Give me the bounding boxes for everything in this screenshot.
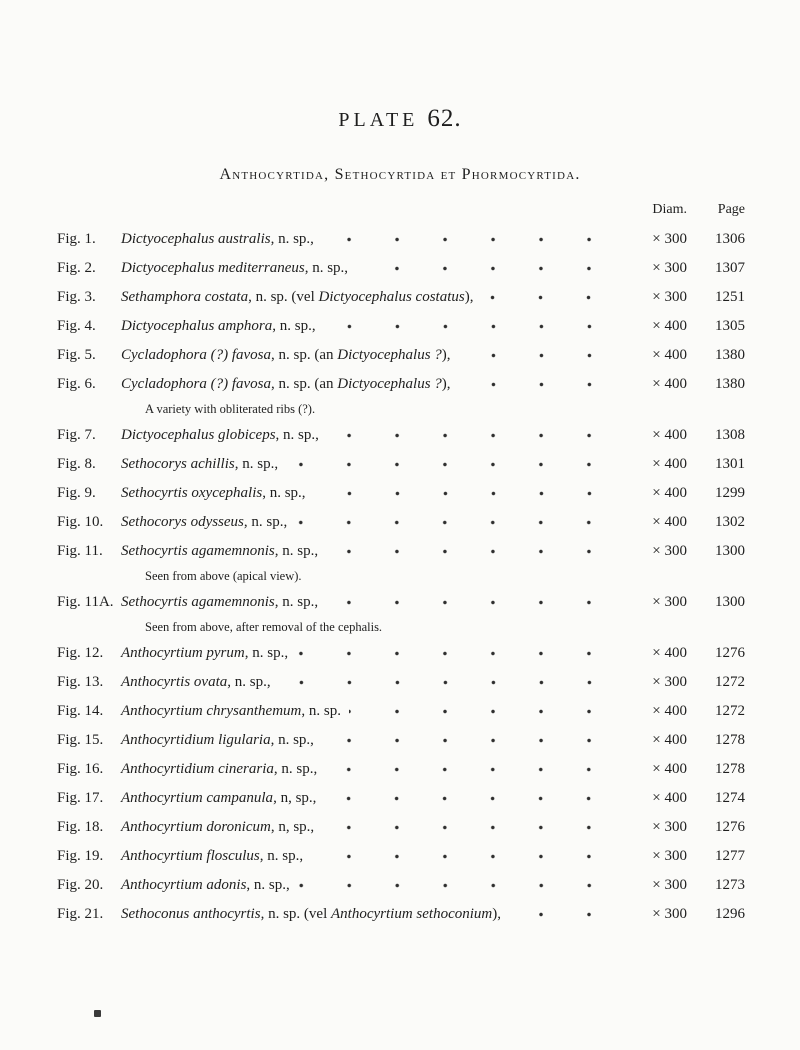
dot-leader	[311, 842, 613, 871]
species-name-roman: , n. sp.,	[274, 594, 319, 610]
diam-value: × 400	[652, 790, 687, 806]
species-title	[121, 761, 317, 778]
table-row	[0, 842, 800, 871]
species-title	[121, 732, 314, 749]
species-name-roman: ),	[492, 906, 501, 922]
diam-column-header: Diam.	[652, 202, 687, 217]
species-name-roman: , n. sp. (an	[270, 376, 338, 392]
dot-leader	[326, 537, 613, 566]
species-title	[121, 376, 451, 393]
table-row	[0, 283, 800, 312]
page-number: 1299	[715, 485, 745, 501]
species-name-roman: , n, sp.,	[273, 790, 317, 806]
diam-value: × 400	[652, 376, 687, 392]
page-number: 1278	[715, 761, 745, 777]
figure-label: Fig. 5.	[57, 347, 96, 363]
table-row	[0, 370, 800, 399]
figure-label: Fig. 12.	[57, 645, 104, 661]
table-row	[0, 450, 800, 479]
dot-leader	[324, 312, 613, 341]
dot-leader	[322, 813, 613, 842]
diam-value: × 400	[652, 485, 687, 501]
table-row	[0, 813, 800, 842]
dot-leader	[322, 726, 613, 755]
species-name-roman: , n. sp.,	[272, 318, 316, 334]
species-name-roman: , n. sp.,	[270, 231, 314, 247]
species-title	[121, 260, 348, 277]
diam-value: × 300	[652, 877, 687, 893]
species-name-roman: , n. sp.	[301, 703, 341, 719]
species-title	[121, 318, 316, 335]
figure-label: Fig. 9.	[57, 485, 96, 501]
table-row	[0, 755, 800, 784]
diam-value: × 300	[652, 289, 687, 305]
page-number: 1251	[715, 289, 745, 305]
species-title	[121, 231, 314, 248]
dot-leader	[509, 900, 613, 929]
table-row	[0, 479, 800, 508]
figure-label: Fig. 14.	[57, 703, 104, 719]
table-row	[0, 254, 800, 283]
species-title	[121, 645, 288, 662]
species-name-italic: Sethocyrtis agamemnonis	[121, 594, 275, 610]
page-number: 1301	[715, 456, 745, 472]
page-number: 1273	[715, 877, 745, 893]
figure-label: Fig. 10.	[57, 514, 104, 530]
species-name-italic: Anthocyrtium adonis	[121, 877, 247, 893]
species-name-roman: ),	[441, 347, 451, 363]
species-name-italic: Anthocyrtis ovata	[121, 674, 228, 690]
page-number: 1305	[715, 318, 745, 334]
species-name-italic: Sethoconus anthocyrtis	[121, 906, 261, 922]
species-title	[121, 790, 316, 807]
dot-leader	[298, 871, 613, 900]
table-row	[0, 508, 800, 537]
dot-leader	[326, 588, 613, 617]
species-name-roman: , n. sp.,	[243, 514, 288, 530]
species-name-italic: Sethocyrtis agamemnonis	[121, 543, 275, 559]
table-row	[0, 421, 800, 450]
diam-value: × 300	[652, 594, 687, 610]
species-title	[121, 594, 318, 611]
figure-label: Fig. 4.	[57, 318, 96, 334]
species-name-roman: , n. sp.,	[275, 427, 319, 443]
figure-label: Fig. 6.	[57, 376, 96, 392]
page-number: 1380	[715, 347, 745, 363]
species-name-italic: Dictyocephalus amphora	[121, 318, 273, 334]
figure-note: Seen from above (apical view).	[145, 569, 302, 583]
plate-title	[0, 106, 800, 133]
species-name-roman: , n. sp.,	[259, 848, 304, 864]
diam-value: × 400	[652, 645, 687, 661]
species-name-italic: Cycladophora (?) favosa	[121, 376, 271, 392]
species-name-roman: , n. sp.,	[274, 543, 319, 559]
species-name-italic: Dictyocephalus mediterraneus	[121, 260, 305, 276]
table-row	[0, 871, 800, 900]
page-number: 1380	[715, 376, 745, 392]
page-number: 1300	[715, 543, 745, 559]
dot-leader	[279, 668, 613, 697]
species-title	[121, 543, 318, 560]
figure-label: Fig. 7.	[57, 427, 96, 443]
table-row	[0, 341, 800, 370]
species-name-italic: Dictyocephalus ?	[337, 347, 442, 363]
figure-label: Fig. 3.	[57, 289, 96, 305]
page-column-header: Page	[717, 202, 745, 217]
species-name-italic: Cycladophora (?) favosa	[121, 347, 271, 363]
diam-value: × 400	[652, 318, 687, 334]
species-name-italic: Dictyocephalus ?	[337, 376, 442, 392]
species-title	[121, 485, 306, 502]
page-number: 1300	[715, 594, 745, 610]
species-title	[121, 514, 287, 531]
diam-value: × 300	[652, 543, 687, 559]
diam-value: × 300	[652, 260, 687, 276]
diam-value: × 300	[652, 674, 687, 690]
diam-value: × 400	[652, 732, 687, 748]
figure-label: Fig. 13.	[57, 674, 104, 690]
table-row	[0, 639, 800, 668]
dot-leader	[314, 479, 613, 508]
species-name-roman: , n. sp.,	[262, 485, 306, 501]
species-title	[121, 674, 271, 691]
species-name-italic: Sethocyrtis oxycephalis	[121, 485, 263, 501]
table-row	[0, 900, 800, 929]
page-number: 1306	[715, 231, 745, 247]
species-name-roman: , n, sp.,	[270, 819, 315, 835]
figure-label: Fig. 19.	[57, 848, 104, 864]
table-row	[0, 588, 800, 617]
page-number: 1277	[715, 848, 745, 864]
page-number: 1302	[715, 514, 745, 530]
dot-leader	[327, 421, 613, 450]
species-title	[121, 456, 278, 473]
table-row	[0, 668, 800, 697]
species-title	[121, 427, 319, 444]
species-name-roman: , n. sp.,	[244, 645, 289, 661]
diam-value: × 400	[652, 514, 687, 530]
table-row	[0, 312, 800, 341]
page-number: 1276	[715, 819, 745, 835]
species-name-roman: , n. sp.,	[273, 761, 318, 777]
diam-value: × 300	[652, 819, 687, 835]
species-title	[121, 848, 303, 865]
page-number: 1307	[715, 260, 745, 276]
species-name-roman: , n. sp.,	[227, 674, 271, 690]
species-name-italic: Anthocyrtium pyrum	[121, 645, 245, 661]
species-name-roman: , n. sp.,	[304, 260, 349, 276]
dot-leader	[459, 341, 613, 370]
species-title	[121, 906, 501, 923]
diam-value: × 400	[652, 456, 687, 472]
page-number: 1278	[715, 732, 745, 748]
diam-value: × 400	[652, 703, 687, 719]
scan-artifact	[94, 1010, 101, 1017]
species-name-italic: Anthocyrtium campanula	[121, 790, 274, 806]
dot-leader	[324, 784, 613, 813]
page-number: 1272	[715, 703, 745, 719]
species-name-italic: Anthocyrtium flosculus	[121, 848, 260, 864]
figure-label: Fig. 11A.	[57, 594, 114, 610]
species-name-italic: Anthocyrtidium cineraria	[121, 761, 274, 777]
page-number: 1276	[715, 645, 745, 661]
table-row	[0, 537, 800, 566]
species-name-roman: ),	[441, 376, 451, 392]
figure-label: Fig. 20.	[57, 877, 104, 893]
figure-label: Fig. 16.	[57, 761, 104, 777]
plate-title-word: PLATE	[338, 109, 419, 131]
plate-title-number: 62.	[427, 105, 462, 132]
figure-label: Fig. 1.	[57, 231, 96, 247]
dot-leader	[325, 755, 613, 784]
figure-label: Fig. 2.	[57, 260, 96, 276]
figure-label: Fig. 11.	[57, 543, 103, 559]
diam-value: × 400	[652, 761, 687, 777]
species-title	[121, 819, 314, 836]
species-title	[121, 877, 290, 894]
species-name-italic: Dictyocephalus costatus	[318, 289, 465, 305]
page-number: 1296	[715, 906, 745, 922]
table-row	[0, 697, 800, 726]
species-name-italic: Anthocyrtium doronicum	[121, 819, 271, 835]
dot-leader	[322, 225, 613, 254]
species-name-roman: , n. sp.,	[270, 732, 314, 748]
dot-leader	[286, 450, 613, 479]
species-name-italic: Dictyocephalus globiceps	[121, 427, 276, 443]
diam-value: × 300	[652, 848, 687, 864]
dot-leader	[349, 697, 613, 726]
species-name-italic: Sethamphora costata	[121, 289, 249, 305]
plate-subtitle: Anthocyrtida, Sethocyrtida et Phormocyrtida.	[219, 166, 581, 183]
diam-value: × 400	[652, 427, 687, 443]
figure-label: Fig. 18.	[57, 819, 104, 835]
species-name-roman: , n. sp.,	[246, 877, 290, 893]
diam-value: × 400	[652, 347, 687, 363]
species-title	[121, 347, 451, 364]
diam-value: × 300	[652, 231, 687, 247]
figure-label: Fig. 21.	[57, 906, 104, 922]
page-number: 1272	[715, 674, 745, 690]
column-headers	[0, 201, 800, 219]
species-name-italic: Anthocyrtidium ligularia	[121, 732, 271, 748]
species-name-italic: Dictyocephalus australis	[121, 231, 271, 247]
dot-leader	[295, 508, 613, 537]
figure-note: Seen from above, after removal of the cephalis.	[145, 620, 383, 634]
species-title	[121, 703, 341, 720]
dot-leader	[356, 254, 613, 283]
dot-leader	[459, 370, 613, 399]
figure-label: Fig. 8.	[57, 456, 96, 472]
species-name-italic: Sethocorys achillis	[121, 456, 235, 472]
figure-rows	[0, 225, 800, 929]
species-name-roman: , n. sp. (vel	[260, 906, 331, 922]
page-number: 1308	[715, 427, 745, 443]
species-name-roman: , n. sp.,	[234, 456, 279, 472]
figure-note: A variety with obliterated ribs (?).	[145, 402, 316, 416]
species-name-italic: Anthocyrtium sethoconium	[331, 906, 493, 922]
species-name-italic: Sethocorys odysseus	[121, 514, 244, 530]
figure-label: Fig. 15.	[57, 732, 104, 748]
table-row	[0, 225, 800, 254]
table-row	[0, 784, 800, 813]
species-name-roman: ),	[464, 289, 474, 305]
figure-label: Fig. 17.	[57, 790, 104, 806]
species-name-italic: Anthocyrtium chrysanthemum	[121, 703, 302, 719]
dot-leader	[296, 639, 613, 668]
species-name-roman: , n. sp. (vel	[248, 289, 319, 305]
species-name-roman: , n. sp. (an	[270, 347, 338, 363]
species-title	[121, 289, 473, 306]
dot-leader	[481, 283, 613, 312]
table-row	[0, 726, 800, 755]
diam-value: × 300	[652, 906, 687, 922]
page-number: 1274	[715, 790, 745, 806]
